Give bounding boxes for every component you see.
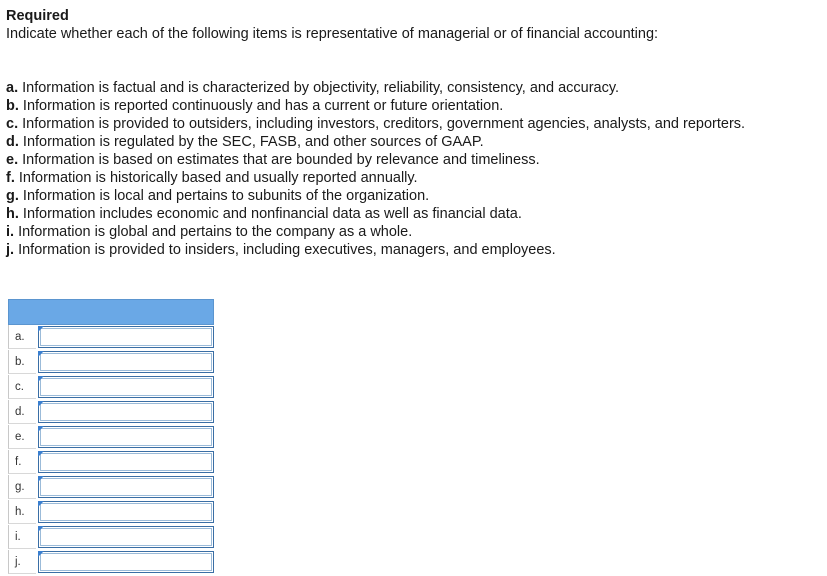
row-label: a.	[8, 325, 36, 349]
dropdown-marker-icon	[38, 376, 44, 382]
item-letter: d.	[6, 134, 19, 150]
dropdown-marker-icon	[38, 551, 44, 557]
list-item	[6, 223, 745, 241]
row-label: e.	[8, 425, 36, 449]
question-header	[6, 8, 658, 43]
item-letter: i.	[6, 224, 15, 240]
row-label: i.	[8, 525, 36, 549]
item-text: Information is global and pertains to the company as a whole.	[14, 224, 413, 240]
answer-table	[8, 299, 214, 575]
row-label: d.	[8, 400, 36, 424]
dropdown-marker-icon	[38, 476, 44, 482]
row-label: g.	[8, 475, 36, 499]
list-item	[6, 133, 745, 151]
item-list	[6, 79, 745, 259]
item-text: Information is historically based and usually reported annually.	[14, 170, 418, 186]
item-letter: e.	[6, 152, 19, 168]
item-letter: g.	[6, 188, 19, 204]
table-row	[8, 350, 214, 375]
list-item	[6, 115, 745, 133]
item-letter: h.	[6, 206, 19, 222]
item-text: Information is regulated by the SEC, FASB, and other sources of GAAP.	[18, 134, 484, 150]
item-text: Information is provided to outsiders, including investors, creditors, government agencies, analysts, and reporters.	[18, 116, 746, 132]
row-label: c.	[8, 375, 36, 399]
table-row	[8, 500, 214, 525]
item-text: Information is provided to insiders, including executives, managers, and employees.	[14, 242, 556, 258]
table-row	[8, 325, 214, 350]
list-item	[6, 151, 745, 169]
dropdown-marker-icon	[38, 426, 44, 432]
dropdown-marker-icon	[38, 451, 44, 457]
dropdown-marker-icon	[38, 401, 44, 407]
item-letter: f.	[6, 170, 15, 186]
list-item	[6, 97, 745, 115]
dropdown-marker-icon	[38, 526, 44, 532]
table-row	[8, 450, 214, 475]
table-row	[8, 475, 214, 500]
answer-table-header	[8, 299, 214, 325]
dropdown-marker-icon	[38, 326, 44, 332]
list-item	[6, 187, 745, 205]
table-row	[8, 525, 214, 550]
item-text: Information is local and pertains to subunits of the organization.	[18, 188, 430, 204]
answer-dropdown-a[interactable]	[38, 326, 214, 348]
answer-dropdown-d[interactable]	[38, 401, 214, 423]
answer-dropdown-b[interactable]	[38, 351, 214, 373]
list-item	[6, 169, 745, 187]
answer-dropdown-g[interactable]	[38, 476, 214, 498]
answer-dropdown-f[interactable]	[38, 451, 214, 473]
item-letter: a.	[6, 80, 19, 96]
item-text: Information is factual and is characterized by objectivity, reliability, consistency, and accuracy.	[18, 80, 620, 96]
list-item	[6, 79, 745, 97]
instruction-text: Indicate whether each of the following items is representative of managerial or of financial accounting:	[6, 26, 659, 42]
row-label: f.	[8, 450, 36, 474]
list-item	[6, 241, 745, 259]
row-label: b.	[8, 350, 36, 374]
table-row	[8, 425, 214, 450]
dropdown-marker-icon	[38, 501, 44, 507]
item-letter: c.	[6, 116, 19, 132]
answer-dropdown-i[interactable]	[38, 526, 214, 548]
item-text: Information includes economic and nonfinancial data as well as financial data.	[18, 206, 522, 222]
required-heading: Required	[6, 8, 69, 24]
dropdown-marker-icon	[38, 351, 44, 357]
answer-dropdown-j[interactable]	[38, 551, 214, 573]
row-label: h.	[8, 500, 36, 524]
row-label: j.	[8, 550, 36, 574]
answer-dropdown-c[interactable]	[38, 376, 214, 398]
table-row	[8, 400, 214, 425]
list-item	[6, 205, 745, 223]
table-row	[8, 375, 214, 400]
item-text: Information is reported continuously and has a current or future orientation.	[18, 98, 504, 114]
answer-dropdown-h[interactable]	[38, 501, 214, 523]
item-letter: b.	[6, 98, 19, 114]
answer-dropdown-e[interactable]	[38, 426, 214, 448]
item-text: Information is based on estimates that are bounded by relevance and timeliness.	[18, 152, 540, 168]
item-letter: j.	[6, 242, 15, 258]
table-row	[8, 550, 214, 575]
